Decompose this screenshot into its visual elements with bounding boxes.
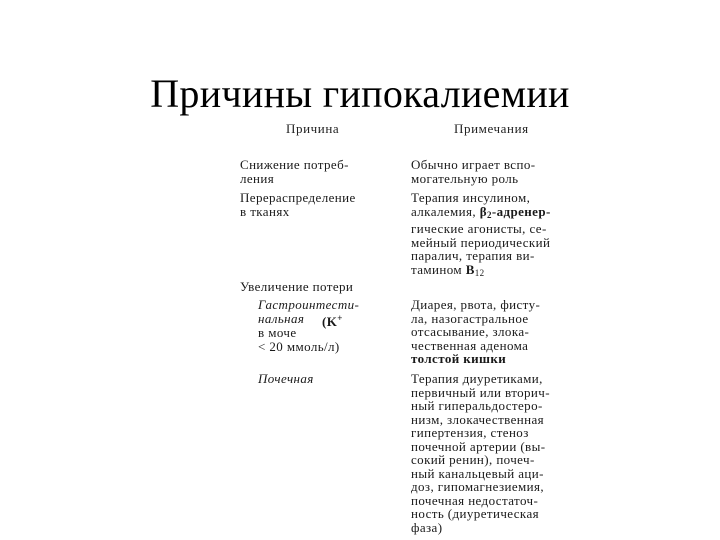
note-redistribution-part-b: гические агонисты, се- мейный периодический паралич, терапия ви- тамином [411,221,551,277]
beta-symbol: β [479,203,487,219]
note-gi-colon: толстой кишки [411,351,507,366]
adrener-text: -адренер- [491,203,551,219]
cause-gi: Гастроинтести- нальная [258,297,360,326]
note-gi: Диарея, рвота, фисту- ла, назогастральное отсасывание, злока- чественная аденома [411,297,541,353]
cause-gi-urine: в моче < 20 ммоль/л) [258,325,340,354]
cause-renal: Почечная [258,371,314,386]
causes-table [236,118,596,538]
header-notes: Примечания [454,121,529,136]
cause-increased-loss: Увеличение потери [240,279,354,294]
cause-reduced-intake: Снижение потреб- ления [240,157,349,186]
note-renal: Терапия диуретиками, первичный или вторич- ный гиперальдостеро- низм, злокачественная гипертензия, стеноз почечной артерии (вы- сокий ренин), почеч- ный канальцевый аци- доз, гипомагнезиемия, почечная недостаточ- ность (диуретическая фаза) [411,371,550,535]
potassium-superscript: + [337,313,343,323]
potassium-label: (K+ [322,313,343,329]
vitamin-subscript: 12 [474,267,485,278]
beta-subscript: 2 [486,209,492,220]
header-cause: Причина [286,121,340,136]
note-redistribution-part-a: Терапия инсулином, алкалемия, [411,190,531,219]
slide-title: Причины гипокалиемии [150,71,570,116]
note-redistribution [411,191,596,280]
vitamin-letter: B [465,261,475,277]
note-reduced-intake: Обычно играет вспо- могательную роль [411,157,536,186]
cause-redistribution: Перераспределение в тканях [240,190,356,219]
